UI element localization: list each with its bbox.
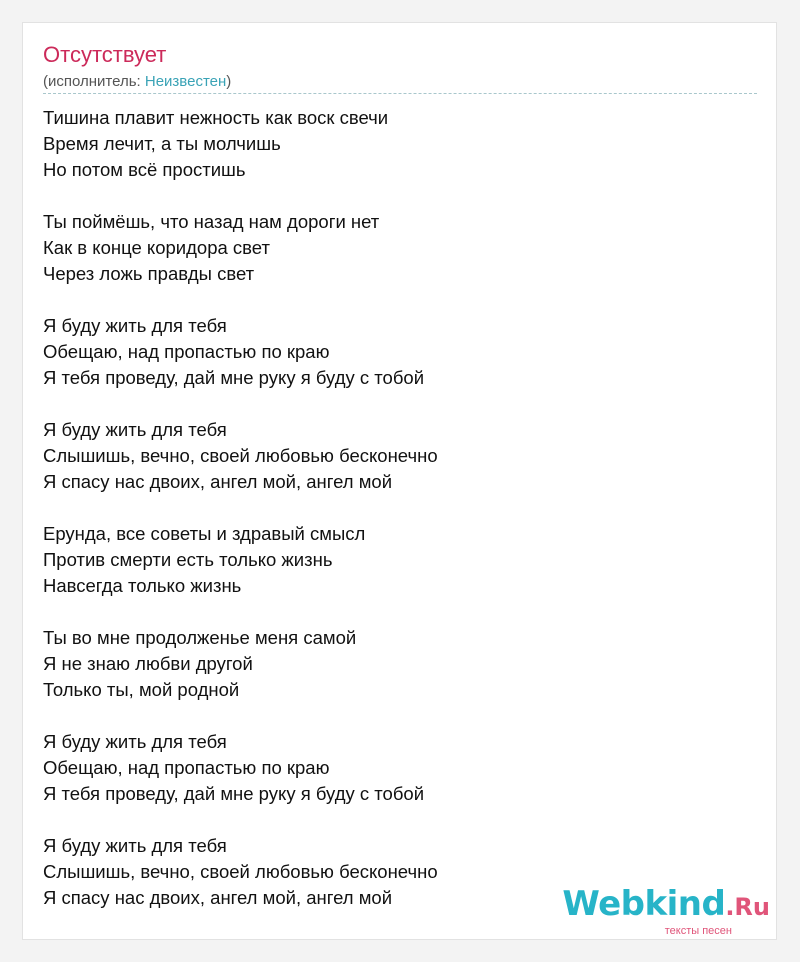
stanza [43,209,743,287]
site-logo[interactable] [562,886,770,937]
lyric-line: Но потом всё простишь [43,159,246,180]
lyric-line: Я буду жить для тебя [43,835,227,856]
lyrics-body [43,105,743,937]
lyric-line: Я тебя проведу, дай мне руку я буду с тобой [43,367,425,388]
lyric-line: Обещаю, над пропастью по краю [43,341,330,362]
logo-wordmark [562,886,770,925]
lyric-line: Через ложь правды свет [43,263,255,284]
logo-tld: .Ru [725,893,770,921]
lyric-line: Обещаю, над пропастью по краю [43,757,330,778]
lyrics-card [22,22,777,940]
lyric-line: Тишина плавит нежность как воск свечи [43,107,389,128]
lyric-line: Навсегда только жизнь [43,575,242,596]
lyric-line: Я не знаю любви другой [43,653,253,674]
lyric-line: Время лечит, а ты молчишь [43,133,281,154]
lyric-line: Я буду жить для тебя [43,315,227,336]
title-divider [43,93,757,94]
lyric-line: Только ты, мой родной [43,679,240,700]
performer-link[interactable]: Неизвестен [144,73,227,90]
lyric-line: Ты поймёшь, что назад нам дороги нет [43,211,380,232]
song-title: Отсутствует [43,42,167,67]
stanza [43,521,743,599]
lyric-line: Слышишь, вечно, своей любовью бесконечно [43,445,438,466]
lyric-line: Слышишь, вечно, своей любовью бесконечно [43,861,438,882]
stanza [43,313,743,391]
lyric-line: Против смерти есть только жизнь [43,549,333,570]
lyric-line: Я буду жить для тебя [43,731,227,752]
lyric-line: Я тебя проведу, дай мне руку я буду с тобой [43,783,425,804]
lyric-line: Как в конце коридора свет [43,237,270,258]
lyric-line: Я спасу нас двоих, ангел мой, ангел мой [43,887,393,908]
stanza [43,625,743,703]
stanza [43,729,743,807]
lyric-line: Я буду жить для тебя [43,419,227,440]
logo-subtitle: тексты песен [664,925,732,937]
logo-main-text: Webkind [562,884,726,924]
performer-label-close: ) [226,73,232,90]
lyric-line: Ерунда, все советы и здравый смысл [43,523,366,544]
performer-line [43,72,231,92]
stanza [43,417,743,495]
performer-label: (исполнитель: [43,73,145,90]
lyric-line: Я спасу нас двоих, ангел мой, ангел мой [43,471,393,492]
lyric-line: Ты во мне продолженье меня самой [43,627,357,648]
stanza [43,105,743,183]
